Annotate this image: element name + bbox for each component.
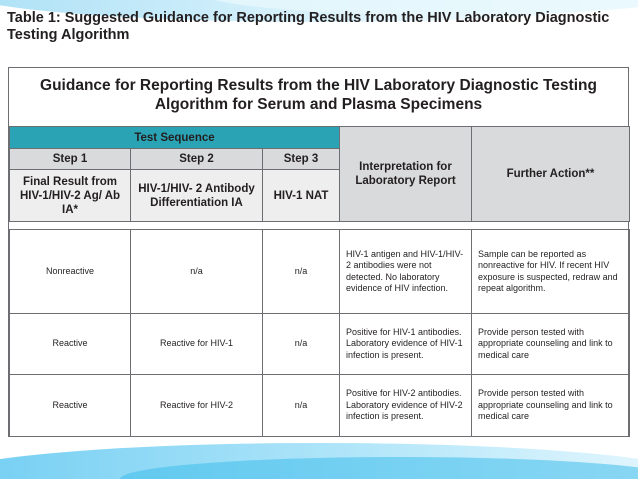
cell-step3: n/a: [263, 230, 340, 314]
step3-header: Step 3: [263, 149, 340, 170]
step1-subheader: Final Result from HIV-1/HIV-2 Ag/ Ab IA*: [10, 170, 131, 222]
table-frame: [8, 67, 629, 437]
cell-step2: Reactive for HIV-2: [131, 375, 263, 437]
cell-interpretation: HIV-1 antigen and HIV-1/HIV-2 antibodies were not detected. No laboratory evidence of HIV infection.: [340, 230, 472, 314]
interpretation-header: Interpretation for Laboratory Report: [340, 127, 472, 222]
cell-step3: n/a: [263, 375, 340, 437]
test-sequence-header: Test Sequence: [10, 127, 340, 149]
cell-interpretation: Positive for HIV-2 antibodies. Laboratory evidence of HIV-2 infection is present.: [340, 375, 472, 437]
step2-subheader: HIV-1/HIV- 2 Antibody Differentiation IA: [131, 170, 263, 222]
table-row: [10, 314, 630, 375]
table-header: [9, 126, 630, 222]
step1-header: Step 1: [10, 149, 131, 170]
step2-header: Step 2: [131, 149, 263, 170]
results-table: [9, 229, 630, 437]
guidance-title: Guidance for Reporting Results from the HIV Laboratory Diagnostic Testing Algorithm for Serum and Plasma Specimens: [40, 77, 597, 113]
cell-interpretation: Positive for HIV-1 antibodies. Laboratory evidence of HIV-1 infection is present.: [340, 314, 472, 375]
table-row: [10, 375, 630, 437]
cell-further-action: Sample can be reported as nonreactive for HIV. If recent HIV exposure is suspected, redraw and repeat algorithm.: [472, 230, 630, 314]
cell-step1: Nonreactive: [10, 230, 131, 314]
document-title: Table 1: Suggested Guidance for Reporting Results from the HIV Laboratory Diagnostic Testing Algorithm: [7, 10, 610, 43]
step3-subheader: HIV-1 NAT: [263, 170, 340, 222]
cell-step1: Reactive: [10, 375, 131, 437]
cell-step3: n/a: [263, 314, 340, 375]
cell-further-action: Provide person tested with appropriate counseling and link to medical care: [472, 314, 630, 375]
further-action-header: Further Action**: [472, 127, 630, 222]
cell-further-action: Provide person tested with appropriate counseling and link to medical care: [472, 375, 630, 437]
cell-step2: Reactive for HIV-1: [131, 314, 263, 375]
table-row: [10, 230, 630, 314]
cell-step2: n/a: [131, 230, 263, 314]
cell-step1: Reactive: [10, 314, 131, 375]
